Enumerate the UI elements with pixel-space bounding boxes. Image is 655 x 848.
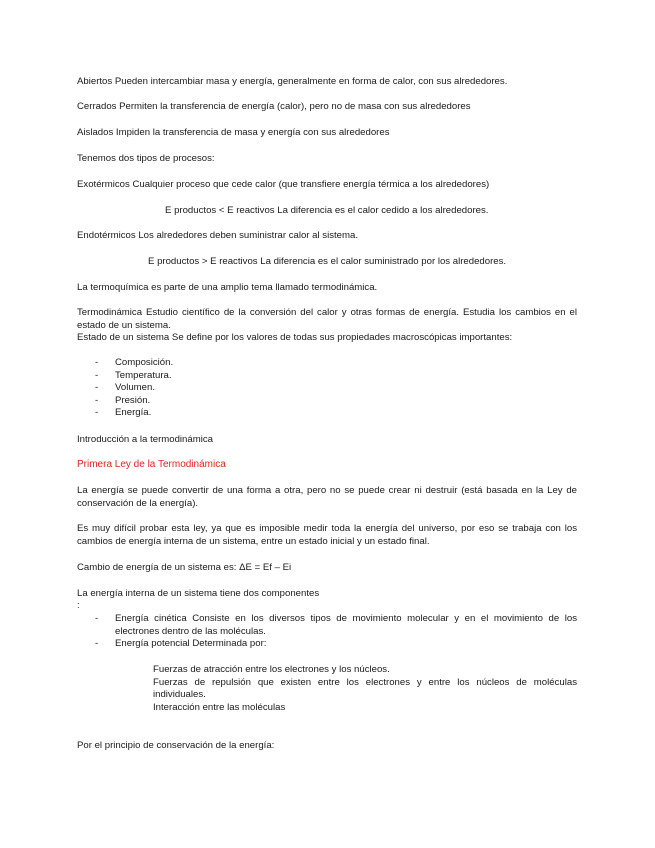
paragraph-interna: La energía interna de un sistema tiene dos componentes xyxy=(77,588,320,599)
list-item: - Energía cinética Consiste en los diversos tipos de movimiento molecular y en el movimiento de los electrones dentro de las moléculas. xyxy=(77,613,577,638)
paragraph-endotermicos: Endotérmicos Los alrededores deben suministrar calor al sistema. xyxy=(77,230,359,241)
list-item: Fuerzas de atracción entre los electrones y los núcleos. xyxy=(153,664,390,675)
paragraph-aislados: Aislados Impiden la transferencia de masa y energía con sus alrededores xyxy=(77,127,390,138)
paragraph-energia: La energía se puede convertir de una forma a otra, pero no se puede crear ni destruir (está basada en la Ley de conservación de la energía). xyxy=(77,485,577,509)
paragraph-dificil: Es muy difícil probar esta ley, ya que es imposible medir toda la energía del universo, por eso se trabaja con los cambios de energía interna de un sistema, entre un estado inicial y un estado final. xyxy=(77,523,577,547)
paragraph-introduccion: Introducción a la termodinámica xyxy=(77,434,213,445)
paragraph-cambio: Cambio de energía de un sistema es: ΔE = Ef – Ei xyxy=(77,562,292,573)
paragraph-termodinamica: Termodinámica Estudio científico de la conversión del calor y otras formas de energía. Estudia los cambios en el estado de un sistema. xyxy=(77,307,577,331)
formula-endotermicos: E productos > E reactivos La diferencia es el calor suministrado por los alrededores. xyxy=(148,256,507,267)
list-item: - Presión. xyxy=(77,395,577,408)
list-item: Fuerzas de repulsión que existen entre los electrones y entre los núcleos de moléculas individuales. xyxy=(153,676,577,700)
paragraph-procesos: Tenemos dos tipos de procesos: xyxy=(77,153,215,164)
paragraph-estado: Estado de un sistema Se define por los valores de todas sus propiedades macroscópicas importantes: xyxy=(77,332,513,343)
paragraph-abiertos: Abiertos Pueden intercambiar masa y energía, generalmente en forma de calor, con sus alrededores. xyxy=(77,76,508,87)
paragraph-cerrados: Cerrados Permiten la transferencia de energía (calor), pero no de masa con sus alrededores xyxy=(77,101,471,112)
list-item: - Energía. xyxy=(77,407,577,420)
properties-list xyxy=(77,357,577,420)
paragraph-exotermicos: Exotérmicos Cualquier proceso que cede calor (que transfiere energía térmica a los alrededores) xyxy=(77,179,490,190)
paragraph-principio: Por el principio de conservación de la energía: xyxy=(77,740,275,751)
list-item: - Volumen. xyxy=(77,382,577,395)
paragraph-termoquimica: La termoquímica es parte de una amplio tema llamado termodinámica. xyxy=(77,282,378,293)
formula-exotermicos: E productos < E reactivos La diferencia es el calor cedido a los alrededores. xyxy=(165,205,489,216)
potential-energy-list xyxy=(153,664,577,714)
section-heading: Primera Ley de la Termodinámica xyxy=(77,459,226,470)
list-item: - Energía potencial Determinada por: xyxy=(77,638,577,651)
paragraph-colon: : xyxy=(77,600,80,611)
list-item: - Composición. xyxy=(77,357,577,370)
list-item: - Temperatura. xyxy=(77,370,577,383)
list-item: Interacción entre las moléculas xyxy=(153,701,286,713)
components-list xyxy=(77,613,577,651)
